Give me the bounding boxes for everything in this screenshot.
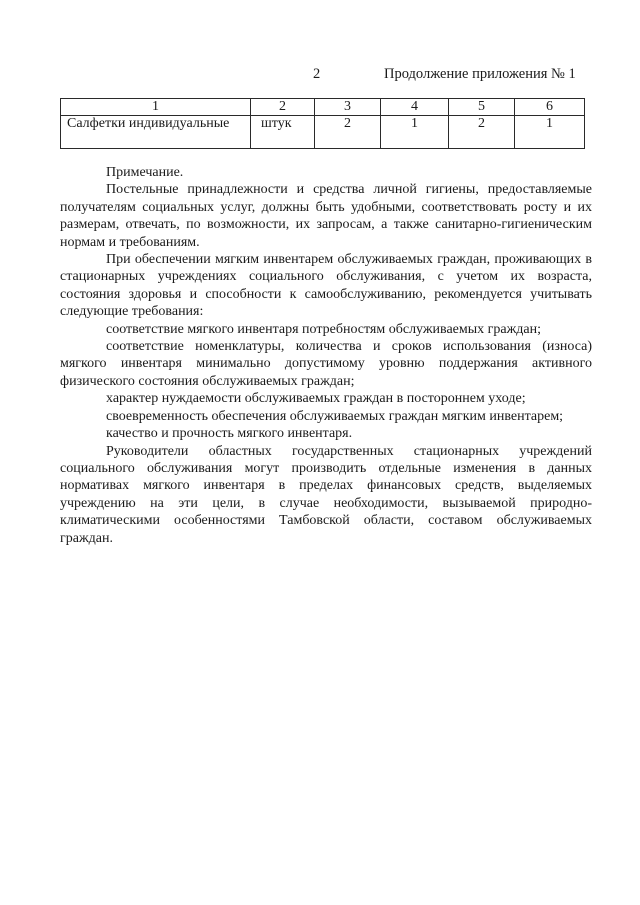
note-section (60, 164, 592, 547)
table-row (61, 116, 585, 149)
requirement-item: характер нуждаемости обслуживаемых граждан в постороннем уходе; (106, 391, 526, 407)
column-number: 6 (515, 99, 585, 116)
requirement-item: качество и прочность мягкого инвентаря. (106, 426, 353, 442)
continuation-label: Продолжение приложения № 1 (384, 66, 576, 82)
table-column-numbers-row (61, 99, 585, 116)
item-value-cell: 1 (381, 116, 449, 149)
note-paragraph: Руководители областных государственных стационарных учреждений социального обслуживания могут производить отдельные изменения в данных нормативах мягкого инвентаря в пределах финансовых средств, выделяемых учреждению на эти цели, в случае необходимости, вызываемой природно-климатическими особенностями Тамбовской области, составом обслуживаемых граждан. (60, 443, 592, 546)
column-number: 2 (251, 99, 315, 116)
requirement-item: соответствие мягкого инвентаря потребностям обслуживаемых граждан; (106, 321, 542, 337)
column-number: 3 (315, 99, 381, 116)
note-paragraph: Постельные принадлежности и средства личной гигиены, предоставляемые получателям социальных услуг, должны быть удобными, соответствовать росту и их размерам, отвечать, по возможности, их запросам, а также санитарно-гигиеническим нормам и требованиям. (60, 182, 592, 250)
item-name-cell: Салфетки индивидуальные (61, 116, 251, 149)
column-number: 1 (61, 99, 251, 116)
item-value-cell: 2 (315, 116, 381, 149)
page-header (0, 66, 640, 84)
column-number: 5 (449, 99, 515, 116)
item-value-cell: 1 (515, 116, 585, 149)
requirement-item: соответствие номенклатуры, количества и сроков использования (износа) мягкого инвентаря минимально допустимому уровню поддержания активного физического состояния обслуживаемых граждан; (60, 339, 592, 389)
item-value-cell: 2 (449, 116, 515, 149)
norms-table (60, 98, 585, 149)
note-title: Примечание. (106, 165, 184, 180)
note-paragraph: При обеспечении мягким инвентарем обслуживаемых граждан, проживающих в стационарных учреждениях социального обслуживания, с учетом их возраста, состояния здоровья и способности к самообслуживанию, рекомендуется учитывать следующие требования: (60, 252, 592, 320)
requirement-item: своевременность обеспечения обслуживаемых граждан мягким инвентарем; (106, 408, 564, 424)
item-unit-cell: штук (251, 116, 315, 149)
page-number: 2 (313, 66, 321, 82)
column-number: 4 (381, 99, 449, 116)
